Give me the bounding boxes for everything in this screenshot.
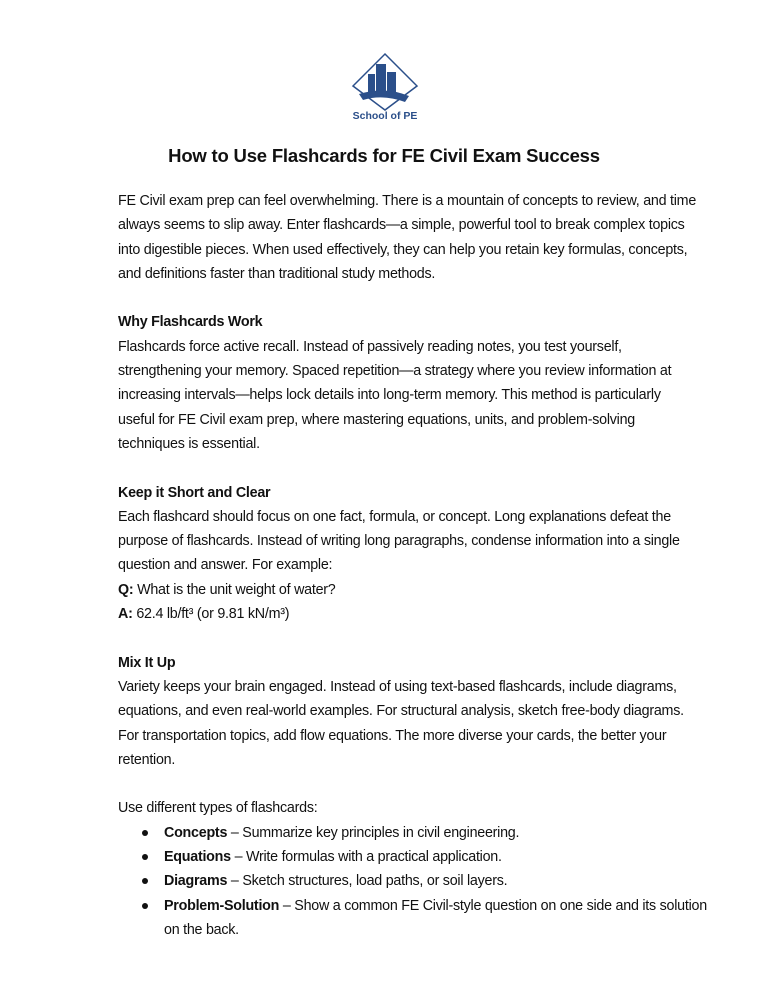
document-body xyxy=(118,189,707,942)
list-item xyxy=(118,894,707,943)
list-item xyxy=(118,869,678,893)
text-line: Variety keeps your brain engaged. Instead of using text-based flashcards, include diagrams, xyxy=(118,678,677,695)
text-line: strengthening your memory. Spaced repetition—a strategy where you review information at xyxy=(118,363,672,380)
description-continued: on the back. xyxy=(164,921,239,938)
text-line: equations, and even real-world examples. For structural analysis, sketch free-body diagrams. xyxy=(118,703,684,720)
a-label: A: xyxy=(118,606,133,623)
text-line: Flashcards force active recall. Instead of passively reading notes, you test yourself, xyxy=(118,338,622,355)
list-item xyxy=(118,845,678,869)
example-question xyxy=(118,578,678,602)
a-text: 62.4 lb/ft³ (or 9.81 kN/m³) xyxy=(132,606,290,623)
term: Equations xyxy=(164,849,231,866)
description: – Show a common FE Civil-style question on one side and its solution xyxy=(279,897,707,914)
text-line: always seems to slip away. Enter flashcards—a simple, powerful tool to break complex topics xyxy=(118,217,685,234)
flashcard-types-list xyxy=(118,821,707,942)
term: Concepts xyxy=(164,824,228,841)
text-line: FE Civil exam prep can feel overwhelming. There is a mountain of concepts to review, and time xyxy=(118,193,697,209)
term: Diagrams xyxy=(164,873,228,890)
text-line: and definitions faster than traditional study methods. xyxy=(118,265,436,282)
text-line: retention. xyxy=(118,751,176,768)
text-line: into digestible pieces. When used effectively, they can help you retain key formulas, concepts, xyxy=(118,241,688,258)
building-logo-icon xyxy=(343,50,427,112)
bullet-icon xyxy=(142,854,148,860)
bullet-icon xyxy=(142,830,148,836)
bullet-icon xyxy=(142,878,148,884)
description: – Sketch structures, load paths, or soil layers. xyxy=(227,873,508,890)
text-line: useful for FE Civil exam prep, where mastering equations, units, and problem-solving xyxy=(118,411,635,428)
logo-text: School of PE xyxy=(352,110,418,122)
description: – Summarize key principles in civil engineering. xyxy=(227,824,520,841)
intro-paragraph xyxy=(118,189,697,286)
section-heading: Why Flashcards Work xyxy=(118,314,263,331)
example-answer xyxy=(118,602,678,626)
list-item xyxy=(118,821,678,845)
document-title: How to Use Flashcards for FE Civil Exam Success xyxy=(168,145,600,166)
text-line: techniques is essential. xyxy=(118,435,260,452)
section-heading: Mix It Up xyxy=(118,654,176,671)
q-label: Q: xyxy=(118,581,134,598)
types-intro: Use different types of flashcards: xyxy=(118,800,318,817)
school-of-pe-logo xyxy=(343,50,427,130)
term: Problem-Solution xyxy=(164,897,280,914)
q-text: What is the unit weight of water? xyxy=(133,581,336,598)
bullet-icon xyxy=(142,903,148,909)
description: – Write formulas with a practical application. xyxy=(230,849,502,866)
text-line: increasing intervals—helps lock details into long-term memory. This method is particularly xyxy=(118,387,661,404)
text-line: Each flashcard should focus on one fact, formula, or concept. Long explanations defeat the xyxy=(118,508,671,525)
text-line: question and answer. For example: xyxy=(118,557,333,574)
section-heading: Keep it Short and Clear xyxy=(118,484,271,501)
text-line: For transportation topics, add flow equations. The more diverse your cards, the better your xyxy=(118,727,667,744)
text-line: purpose of flashcards. Instead of writing long paragraphs, condense information into a single xyxy=(118,533,680,550)
